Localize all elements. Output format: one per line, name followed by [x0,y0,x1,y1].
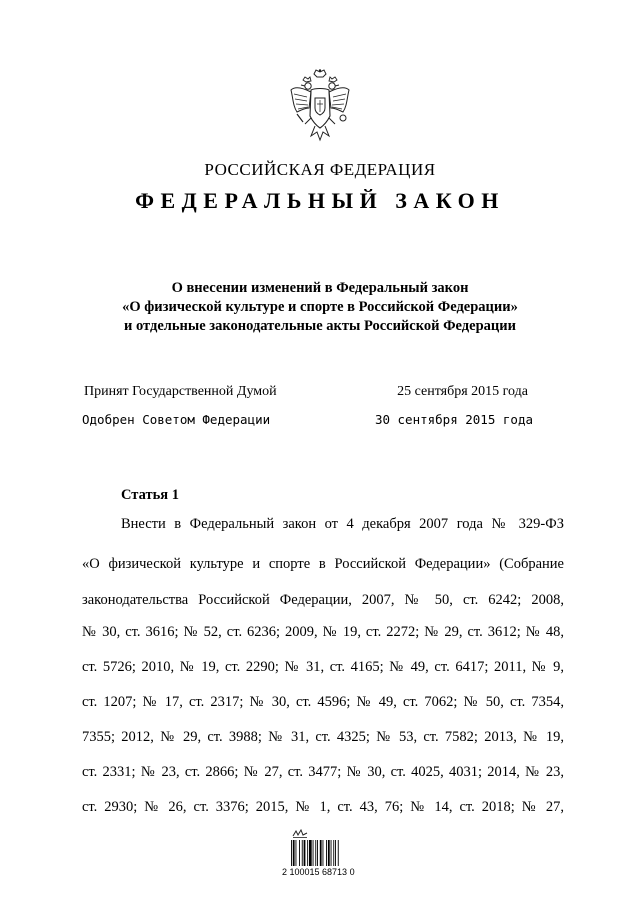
barcode-bar [296,840,297,866]
barcode-bar [320,840,322,866]
article-line: № 30, ст. 3616; № 52, ст. 6236; 2009, № 19, ст. 2272; № 29, ст. 3612; № 48, [82,624,564,640]
council-approval-date: 30 сентября 2015 года [374,412,533,427]
barcode-number: 2 100015 68713 0 [282,867,355,877]
barcode-bar [331,840,332,866]
document-type: ФЕДЕРАЛЬНЫЙ ЗАКОН [135,188,505,213]
article-line: законодательства Российской Федерации, 2007, № 50, ст. 6242; 2008, [82,592,564,608]
article-line: 7355; 2012, № 29, ст. 3988; № 31, ст. 4325; № 53, ст. 7582; 2013, № 19, [82,729,564,745]
barcode-bar [335,840,336,866]
article-line: ст. 5726; 2010, № 19, ст. 2290; № 31, ст. 4165; № 49, ст. 6417; 2011, № 9, [82,659,564,675]
barcode-bar [323,840,324,866]
barcode-bar [313,840,314,866]
barcode-bar [304,840,306,866]
coat-of-arms-icon [287,68,353,144]
barcode-bar [315,840,316,866]
duma-adoption-date: 25 сентября 2015 года [397,384,528,399]
law-title-line: О внесении изменений в Федеральный закон [171,280,469,296]
country-name: РОССИЙСКАЯ ФЕДЕРАЦИЯ [204,160,436,179]
barcode-bar [302,840,303,866]
article-line: «О физической культуре и спорте в Российской Федерации» (Собрание [82,556,564,572]
barcode-bar [299,840,300,866]
barcode-mark-icon [292,829,308,838]
council-approval-label: Одобрен Советом Федерации [82,412,271,427]
barcode-bar [291,840,292,866]
article-line: ст. 1207; № 17, ст. 2317; № 30, ст. 4596; № 49, ст. 7062; № 50, ст. 7354, [82,694,564,710]
barcode-icon [291,840,354,866]
article-line: ст. 2930; № 26, ст. 3376; 2015, № 1, ст. 43, 76; № 14, ст. 2018; № 27, [82,799,564,815]
barcode-bar [326,840,327,866]
law-title-line: «О физической культуре и спорте в Российской Федерации» [122,299,518,315]
article-heading: Статья 1 [121,487,179,503]
barcode-bar [293,840,295,866]
barcode-bar [333,840,334,866]
barcode-bar [317,840,318,866]
article-line: ст. 2331; № 23, ст. 2866; № 27, ст. 3477; № 30, ст. 4025, 4031; 2014, № 23, [82,764,564,780]
barcode-bar [338,840,339,866]
barcode-bar [309,840,312,866]
article-line: Внести в Федеральный закон от 4 декабря 2007 года № 329-ФЗ [121,516,564,532]
duma-adoption-label: Принят Государственной Думой [84,384,277,399]
barcode-bar [328,840,330,866]
law-title [60,279,580,336]
barcode-bar [307,840,308,866]
law-title-line: и отдельные законодательные акты Российской Федерации [124,318,516,334]
